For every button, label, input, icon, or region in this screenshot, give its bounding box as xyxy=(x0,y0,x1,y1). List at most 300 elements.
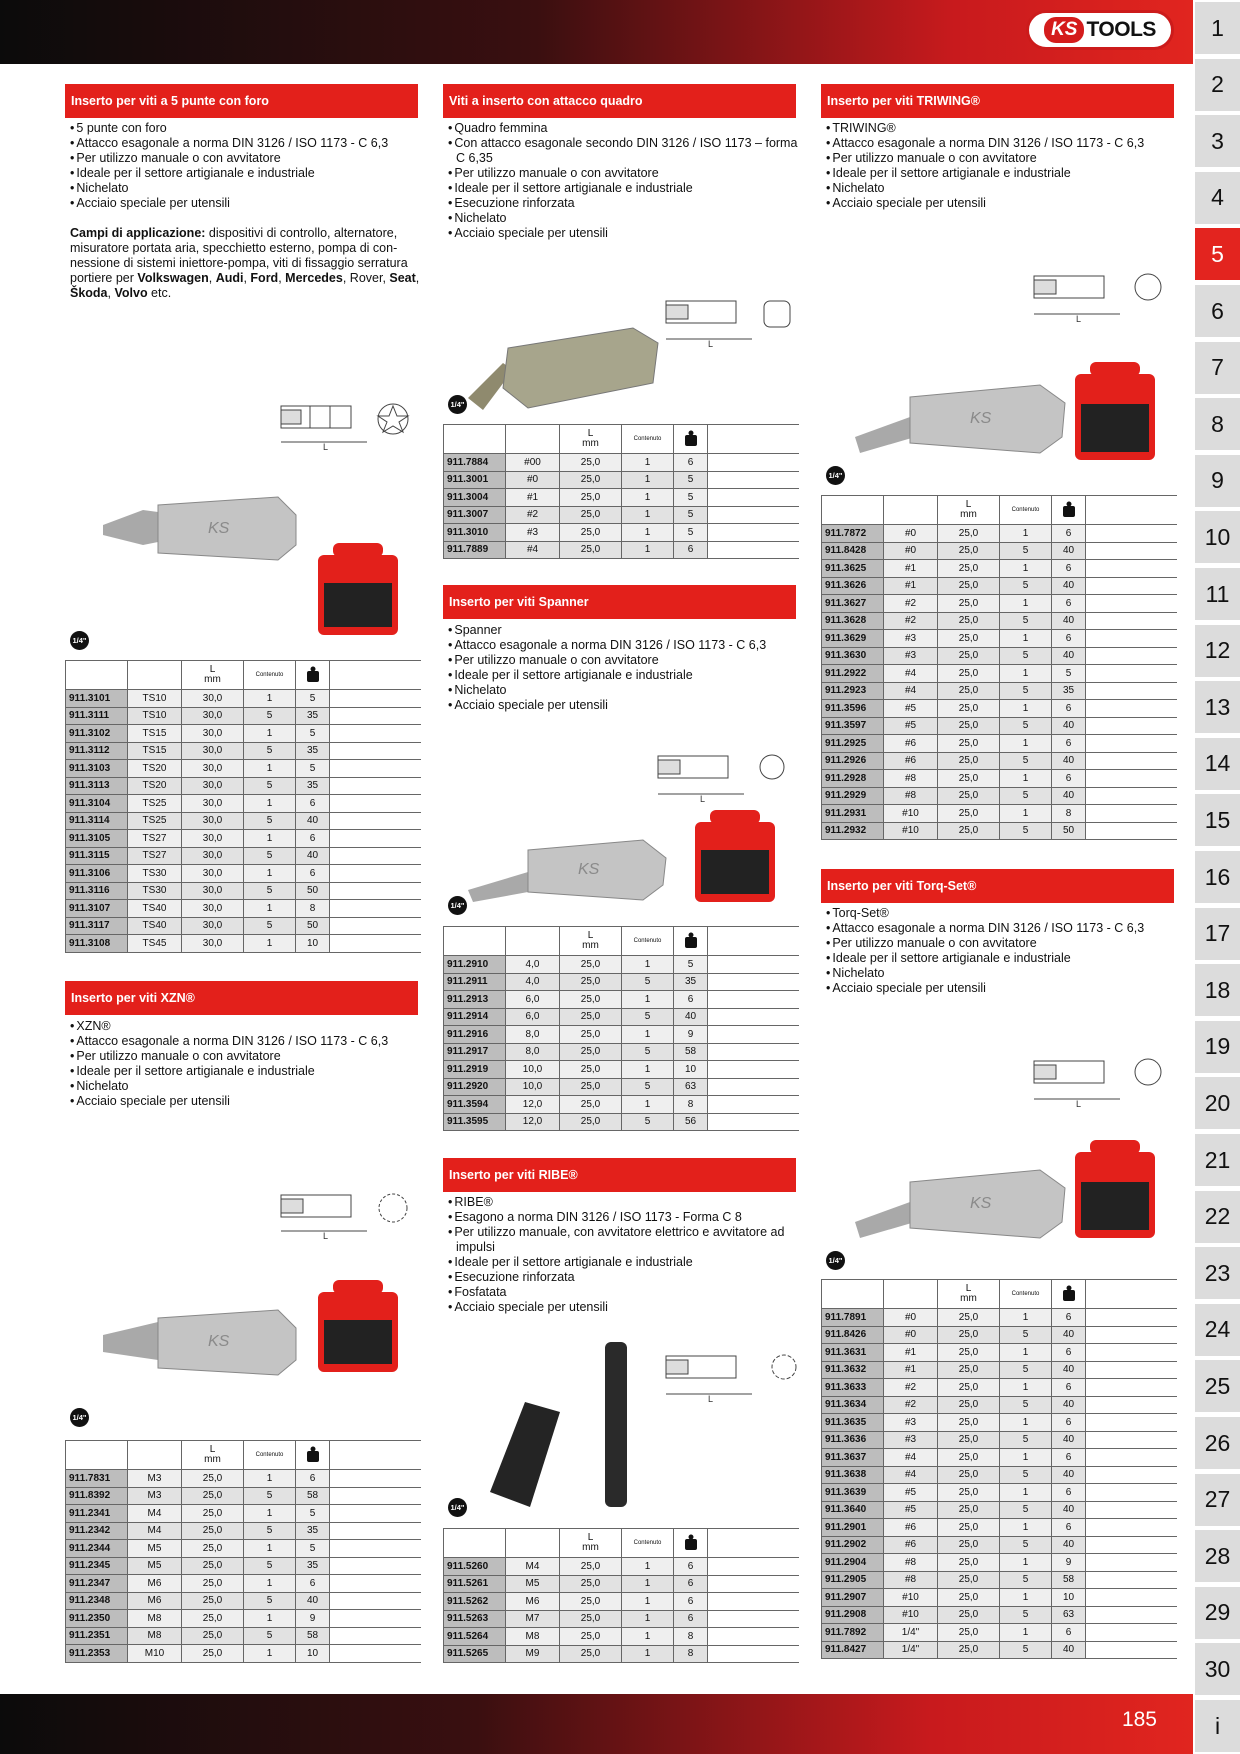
article-code: 911.2908 xyxy=(822,1606,884,1624)
article-code: 911.3627 xyxy=(822,595,884,613)
chapter-tab-7[interactable]: 7 xyxy=(1195,342,1240,394)
table-cell: TS10 xyxy=(128,707,182,725)
table-cell: 8 xyxy=(296,900,330,918)
table-cell: 25,0 xyxy=(938,752,1000,770)
table-cell: 30,0 xyxy=(182,760,244,778)
table-cell: TS20 xyxy=(128,777,182,795)
table-row xyxy=(66,1540,421,1558)
header-length xyxy=(938,1280,1000,1309)
table-cell: 30,0 xyxy=(182,917,244,935)
table-cell: 40 xyxy=(1052,577,1086,595)
svg-text:KS: KS xyxy=(970,1195,992,1212)
table-row xyxy=(822,577,1177,595)
header-empty xyxy=(444,1529,506,1558)
table-cell: 6 xyxy=(1052,1379,1086,1397)
header-size xyxy=(128,661,182,690)
bullet-item: • Ideale per il settore artigianale e industriale xyxy=(70,1064,425,1079)
chapter-tab-6[interactable]: 6 xyxy=(1195,285,1240,337)
table-gap xyxy=(1086,770,1177,788)
chapter-tab-4[interactable]: 4 xyxy=(1195,172,1240,224)
section-title-torqset: Inserto per viti Torq-Set® xyxy=(821,869,1174,903)
table-cell: 56 xyxy=(674,1113,708,1131)
table-cell: 1 xyxy=(244,690,296,708)
quadro-bit-photo xyxy=(468,318,668,413)
chapter-tab-i[interactable]: i xyxy=(1195,1700,1240,1752)
table-cell: 30,0 xyxy=(182,882,244,900)
header-length xyxy=(560,425,622,454)
table-cell: 30,0 xyxy=(182,865,244,883)
table-cell: 5 xyxy=(1000,612,1052,630)
table-cell: 1 xyxy=(622,1061,674,1079)
table-row xyxy=(444,489,799,507)
table-cell: 5 xyxy=(1000,1396,1052,1414)
header-contenuto: Contenuto xyxy=(244,1441,296,1470)
table-cell: 5 xyxy=(244,742,296,760)
bullet-item: • Ideale per il settore artigianale e industriale xyxy=(448,668,803,683)
table-cell: 8 xyxy=(674,1628,708,1646)
article-code: 911.2347 xyxy=(66,1575,128,1593)
table-header xyxy=(822,496,1177,525)
table-gap xyxy=(1086,630,1177,648)
table-cell: 40 xyxy=(1052,717,1086,735)
brand-name: Škoda xyxy=(70,286,108,300)
weight-icon xyxy=(1052,1280,1086,1309)
table-cell: 58 xyxy=(296,1627,330,1645)
chapter-tab-19[interactable]: 19 xyxy=(1195,1021,1240,1073)
table-cell: 5 xyxy=(1000,1536,1052,1554)
table-row xyxy=(822,560,1177,578)
table-cell: #6 xyxy=(884,1519,938,1537)
header-size xyxy=(128,1441,182,1470)
article-code: 911.5261 xyxy=(444,1575,506,1593)
table-cell: 6 xyxy=(296,865,330,883)
table-row xyxy=(822,665,1177,683)
chapter-tab-24[interactable]: 24 xyxy=(1195,1304,1240,1356)
table-row xyxy=(66,847,421,865)
table-cell: #1 xyxy=(506,489,560,507)
table-row xyxy=(822,735,1177,753)
table-row xyxy=(66,1522,421,1540)
table-cell: M6 xyxy=(506,1593,560,1611)
header-size xyxy=(506,425,560,454)
table-cell: 5 xyxy=(622,1008,674,1026)
svg-text:L: L xyxy=(323,1231,329,1239)
table-cell: 5 xyxy=(1000,542,1052,560)
spanner-packaging xyxy=(695,810,775,902)
table-row xyxy=(444,1558,799,1576)
chapter-tab-12[interactable]: 12 xyxy=(1195,625,1240,677)
table-row xyxy=(66,935,421,953)
chapter-tab-21[interactable]: 21 xyxy=(1195,1134,1240,1186)
chapter-tab-28[interactable]: 28 xyxy=(1195,1530,1240,1582)
table-row xyxy=(66,830,421,848)
table-row xyxy=(66,1645,421,1663)
table-row xyxy=(66,882,421,900)
svg-text:KS: KS xyxy=(578,861,600,878)
table-gap xyxy=(708,524,799,542)
table-cell: 25,0 xyxy=(182,1610,244,1628)
table-cell: 1 xyxy=(244,1470,296,1488)
article-code: 911.3626 xyxy=(822,577,884,595)
table-cell: #0 xyxy=(884,542,938,560)
table-cell: #3 xyxy=(884,1431,938,1449)
table-cell: 30,0 xyxy=(182,935,244,953)
table-cell: 1 xyxy=(622,524,674,542)
chapter-tab-20[interactable]: 20 xyxy=(1195,1077,1240,1129)
table-header xyxy=(444,425,799,454)
article-code: 911.3117 xyxy=(66,917,128,935)
table-gap xyxy=(330,725,421,743)
table-cell: 25,0 xyxy=(938,612,1000,630)
table-cell: 40 xyxy=(296,812,330,830)
table-cell: TS25 xyxy=(128,812,182,830)
table-row xyxy=(822,1606,1177,1624)
chapter-tab-3[interactable]: 3 xyxy=(1195,115,1240,167)
table-row xyxy=(66,900,421,918)
table-cell: 1 xyxy=(244,900,296,918)
table-gap xyxy=(708,454,799,472)
table-cell: 25,0 xyxy=(560,1593,622,1611)
table-cell: 1 xyxy=(622,1558,674,1576)
chapter-tab-18[interactable]: 18 xyxy=(1195,964,1240,1016)
table-cell: 25,0 xyxy=(560,1610,622,1628)
bullet-item: • Acciaio speciale per utensili xyxy=(826,981,1181,996)
table-gap xyxy=(708,1558,799,1576)
table-row xyxy=(822,542,1177,560)
chapter-tab-26[interactable]: 26 xyxy=(1195,1417,1240,1469)
table-gap xyxy=(1086,1326,1177,1344)
chapter-tab-22[interactable]: 22 xyxy=(1195,1191,1240,1243)
header-gap xyxy=(1086,1280,1177,1309)
table-gap xyxy=(330,690,421,708)
application-text-part: , Rover, xyxy=(342,271,390,285)
header-mm: mm xyxy=(960,509,977,520)
table-row xyxy=(822,1589,1177,1607)
table-cell: 25,0 xyxy=(938,805,1000,823)
table-cell: 5 xyxy=(1000,1466,1052,1484)
table-row xyxy=(822,595,1177,613)
chapter-tab-25[interactable]: 25 xyxy=(1195,1360,1240,1412)
article-code: 911.5264 xyxy=(444,1628,506,1646)
table-header xyxy=(822,1280,1177,1309)
table-gap xyxy=(1086,1309,1177,1327)
table-cell: 5 xyxy=(1000,1641,1052,1659)
chapter-tab-29[interactable]: 29 xyxy=(1195,1587,1240,1639)
table-cell: M10 xyxy=(128,1645,182,1663)
article-code: 911.7889 xyxy=(444,541,506,559)
table-cell: 5 xyxy=(622,1043,674,1061)
header-mm: mm xyxy=(204,674,221,685)
table-gap xyxy=(708,973,799,991)
table-cell: 9 xyxy=(296,1610,330,1628)
table-row xyxy=(822,630,1177,648)
table-row xyxy=(444,454,799,472)
article-code: 911.2341 xyxy=(66,1505,128,1523)
table-cell: 25,0 xyxy=(938,525,1000,543)
table-cell: 35 xyxy=(296,777,330,795)
table-cell: 25,0 xyxy=(938,1326,1000,1344)
table-cell: 6 xyxy=(674,1575,708,1593)
table-cell: 25,0 xyxy=(938,1344,1000,1362)
table-cell: 58 xyxy=(296,1487,330,1505)
application-text-part: etc. xyxy=(147,286,172,300)
article-code: 911.5260 xyxy=(444,1558,506,1576)
header-length xyxy=(560,927,622,956)
table-cell: #8 xyxy=(884,770,938,788)
table-ribe xyxy=(443,1528,799,1663)
header-size xyxy=(506,927,560,956)
table-row xyxy=(444,1593,799,1611)
table-gap xyxy=(330,847,421,865)
chapter-tab-10[interactable]: 10 xyxy=(1195,511,1240,563)
table-cell: 10 xyxy=(674,1061,708,1079)
article-code: 911.2916 xyxy=(444,1026,506,1044)
article-code: 911.3107 xyxy=(66,900,128,918)
table-row xyxy=(822,1641,1177,1659)
table-row xyxy=(66,1505,421,1523)
table-row xyxy=(444,973,799,991)
table-cell: 1 xyxy=(244,795,296,813)
bullet-list-quadro xyxy=(448,121,803,241)
table-cell: 25,0 xyxy=(560,489,622,507)
table-row xyxy=(822,1501,1177,1519)
table-cell: 25,0 xyxy=(182,1522,244,1540)
5-punte-bit-photo xyxy=(98,485,298,570)
article-code: 911.7891 xyxy=(822,1309,884,1327)
table-cell: 25,0 xyxy=(182,1505,244,1523)
table-cell: 58 xyxy=(1052,1571,1086,1589)
header-l: L xyxy=(965,1283,972,1294)
article-code: 911.3633 xyxy=(822,1379,884,1397)
table-cell: #0 xyxy=(506,471,560,489)
table-cell: TS25 xyxy=(128,795,182,813)
table-gap xyxy=(1086,822,1177,840)
table-cell: #8 xyxy=(884,1554,938,1572)
svg-text:L: L xyxy=(708,339,714,349)
chapter-tab-14[interactable]: 14 xyxy=(1195,738,1240,790)
article-code: 911.8426 xyxy=(822,1326,884,1344)
chapter-tab-27[interactable]: 27 xyxy=(1195,1474,1240,1526)
table-cell: 5 xyxy=(1052,665,1086,683)
table-gap xyxy=(1086,1606,1177,1624)
table-cell: 6 xyxy=(1052,525,1086,543)
table-cell: #2 xyxy=(884,595,938,613)
bullet-item: • Spanner xyxy=(448,623,803,638)
table-cell: 5 xyxy=(1000,787,1052,805)
table-cell: 5 xyxy=(1000,1431,1052,1449)
table-cell: 30,0 xyxy=(182,742,244,760)
chapter-tab-1[interactable]: 1 xyxy=(1195,2,1240,54)
chapter-tab-17[interactable]: 17 xyxy=(1195,908,1240,960)
table-cell: 25,0 xyxy=(560,1061,622,1079)
table-cell: 25,0 xyxy=(560,1628,622,1646)
table-cell: 10 xyxy=(1052,1589,1086,1607)
article-code: 911.5265 xyxy=(444,1645,506,1663)
table-gap xyxy=(1086,1571,1177,1589)
table-gap xyxy=(708,991,799,1009)
table-cell: #6 xyxy=(884,735,938,753)
table-gap xyxy=(1086,665,1177,683)
table-row xyxy=(66,1557,421,1575)
article-code: 911.2928 xyxy=(822,770,884,788)
table-cell: 1 xyxy=(244,1505,296,1523)
table-gap xyxy=(708,541,799,559)
table-cell: TS40 xyxy=(128,917,182,935)
table-row xyxy=(822,647,1177,665)
table-row xyxy=(444,1575,799,1593)
table-row xyxy=(822,1519,1177,1537)
header-mm: mm xyxy=(960,1293,977,1304)
torqset-bit-drawing xyxy=(1028,1057,1173,1109)
table-cell: 35 xyxy=(296,707,330,725)
table-cell: 25,0 xyxy=(560,524,622,542)
table-cell: 40 xyxy=(1052,1361,1086,1379)
table-cell: 40 xyxy=(1052,787,1086,805)
chapter-tab-2[interactable]: 2 xyxy=(1195,59,1240,111)
chapter-tab-11[interactable]: 11 xyxy=(1195,568,1240,620)
chapter-tab-16[interactable]: 16 xyxy=(1195,851,1240,903)
bullet-item: • Nichelato xyxy=(448,211,803,226)
table-cell: 25,0 xyxy=(938,1396,1000,1414)
table-cell: 35 xyxy=(1052,682,1086,700)
article-code: 911.3105 xyxy=(66,830,128,848)
table-cell: 25,0 xyxy=(938,542,1000,560)
table-cell: 25,0 xyxy=(938,1309,1000,1327)
article-code: 911.2932 xyxy=(822,822,884,840)
table-cell: 5 xyxy=(622,1078,674,1096)
table-cell: 1 xyxy=(1000,665,1052,683)
header-l: L xyxy=(965,499,972,510)
table-cell: 40 xyxy=(1052,542,1086,560)
table-gap xyxy=(1086,595,1177,613)
table-cell: 6 xyxy=(1052,1624,1086,1642)
table-cell: 25,0 xyxy=(938,1571,1000,1589)
header-l: L xyxy=(587,1532,594,1543)
table-cell: 50 xyxy=(296,882,330,900)
quarter-inch-badge: 1/4" xyxy=(70,1408,89,1427)
table-gap xyxy=(330,900,421,918)
article-code: 911.3625 xyxy=(822,560,884,578)
section-title-spanner: Inserto per viti Spanner xyxy=(443,585,796,619)
table-cell: 10 xyxy=(296,935,330,953)
table-cell: 5 xyxy=(1000,752,1052,770)
table-cell: #5 xyxy=(884,1484,938,1502)
table-cell: 35 xyxy=(296,1557,330,1575)
table-cell: 25,0 xyxy=(560,1043,622,1061)
table-row xyxy=(822,1466,1177,1484)
header-l: L xyxy=(209,664,216,675)
bullet-item: • Ideale per il settore artigianale e industriale xyxy=(826,166,1181,181)
chapter-tab-9[interactable]: 9 xyxy=(1195,455,1240,507)
header-bar xyxy=(0,0,1193,64)
table-cell: #2 xyxy=(884,1379,938,1397)
svg-text:L: L xyxy=(1076,1099,1082,1109)
table-cell: M8 xyxy=(506,1628,560,1646)
table-gap xyxy=(1086,1484,1177,1502)
table-cell: 6 xyxy=(1052,1449,1086,1467)
table-row xyxy=(66,917,421,935)
application-text-part: , xyxy=(415,271,420,285)
table-cell: TS40 xyxy=(128,900,182,918)
application-text-part: , xyxy=(278,271,286,285)
table-header xyxy=(66,1441,421,1470)
table-cell: #5 xyxy=(884,700,938,718)
header-mm: mm xyxy=(204,1454,221,1465)
table-gap xyxy=(330,707,421,725)
table-gap xyxy=(708,506,799,524)
table-gap xyxy=(708,1061,799,1079)
svg-text:KS: KS xyxy=(208,520,230,537)
chapter-tab-5[interactable]: 5 xyxy=(1195,228,1240,280)
header-size xyxy=(506,1529,560,1558)
article-code: 911.3114 xyxy=(66,812,128,830)
table-cell: #8 xyxy=(884,1571,938,1589)
article-code: 911.3594 xyxy=(444,1096,506,1114)
table-cell: 6 xyxy=(674,1610,708,1628)
table-header xyxy=(66,661,421,690)
table-cell: #8 xyxy=(884,787,938,805)
table-cell: TS30 xyxy=(128,882,182,900)
article-code: 911.3104 xyxy=(66,795,128,813)
quadro-bit-drawing xyxy=(660,297,805,349)
table-row xyxy=(822,1449,1177,1467)
article-code: 911.2907 xyxy=(822,1589,884,1607)
table-cell: 5 xyxy=(674,524,708,542)
table-cell: TS20 xyxy=(128,760,182,778)
table-row xyxy=(444,1026,799,1044)
chapter-tab-13[interactable]: 13 xyxy=(1195,681,1240,733)
header-gap xyxy=(708,927,799,956)
table-cell: 25,0 xyxy=(938,735,1000,753)
table-cell: 8 xyxy=(1052,805,1086,823)
bullet-item: • Per utilizzo manuale o con avvitatore xyxy=(70,1049,425,1064)
table-row xyxy=(444,524,799,542)
table-gap xyxy=(1086,752,1177,770)
table-cell: #5 xyxy=(884,1501,938,1519)
table-row xyxy=(822,752,1177,770)
table-cell: 1 xyxy=(1000,1624,1052,1642)
table-cell: 5 xyxy=(244,1557,296,1575)
table-cell: 12,0 xyxy=(506,1113,560,1131)
table-cell: 5 xyxy=(1000,1326,1052,1344)
chapter-tab-8[interactable]: 8 xyxy=(1195,398,1240,450)
table-cell: 25,0 xyxy=(560,541,622,559)
bullet-item: • Quadro femmina xyxy=(448,121,803,136)
table-row xyxy=(66,1487,421,1505)
table-cell: 5 xyxy=(244,1627,296,1645)
quarter-inch-badge: 1/4" xyxy=(70,631,89,650)
brand-name: Audi xyxy=(215,271,244,285)
bullet-item: • Attacco esagonale a norma DIN 3126 / ISO 1173 - C 6,3 xyxy=(826,136,1181,151)
chapter-tab-15[interactable]: 15 xyxy=(1195,794,1240,846)
table-row xyxy=(444,506,799,524)
torqset-packaging xyxy=(1075,1140,1155,1240)
table-cell: #1 xyxy=(884,577,938,595)
table-cell: 6 xyxy=(674,1593,708,1611)
table-cell: 5 xyxy=(1000,717,1052,735)
chapter-tab-30[interactable]: 30 xyxy=(1195,1643,1240,1695)
table-gap xyxy=(1086,1519,1177,1537)
table-gap xyxy=(1086,1449,1177,1467)
chapter-tab-23[interactable]: 23 xyxy=(1195,1247,1240,1299)
application-text-part: , xyxy=(208,271,216,285)
table-cell: 25,0 xyxy=(560,1008,622,1026)
table-cell: 9 xyxy=(674,1026,708,1044)
table-cell: 1 xyxy=(1000,1449,1052,1467)
article-code: 911.8428 xyxy=(822,542,884,560)
bullet-item: • 5 punte con foro xyxy=(70,121,425,136)
article-code: 911.3596 xyxy=(822,700,884,718)
